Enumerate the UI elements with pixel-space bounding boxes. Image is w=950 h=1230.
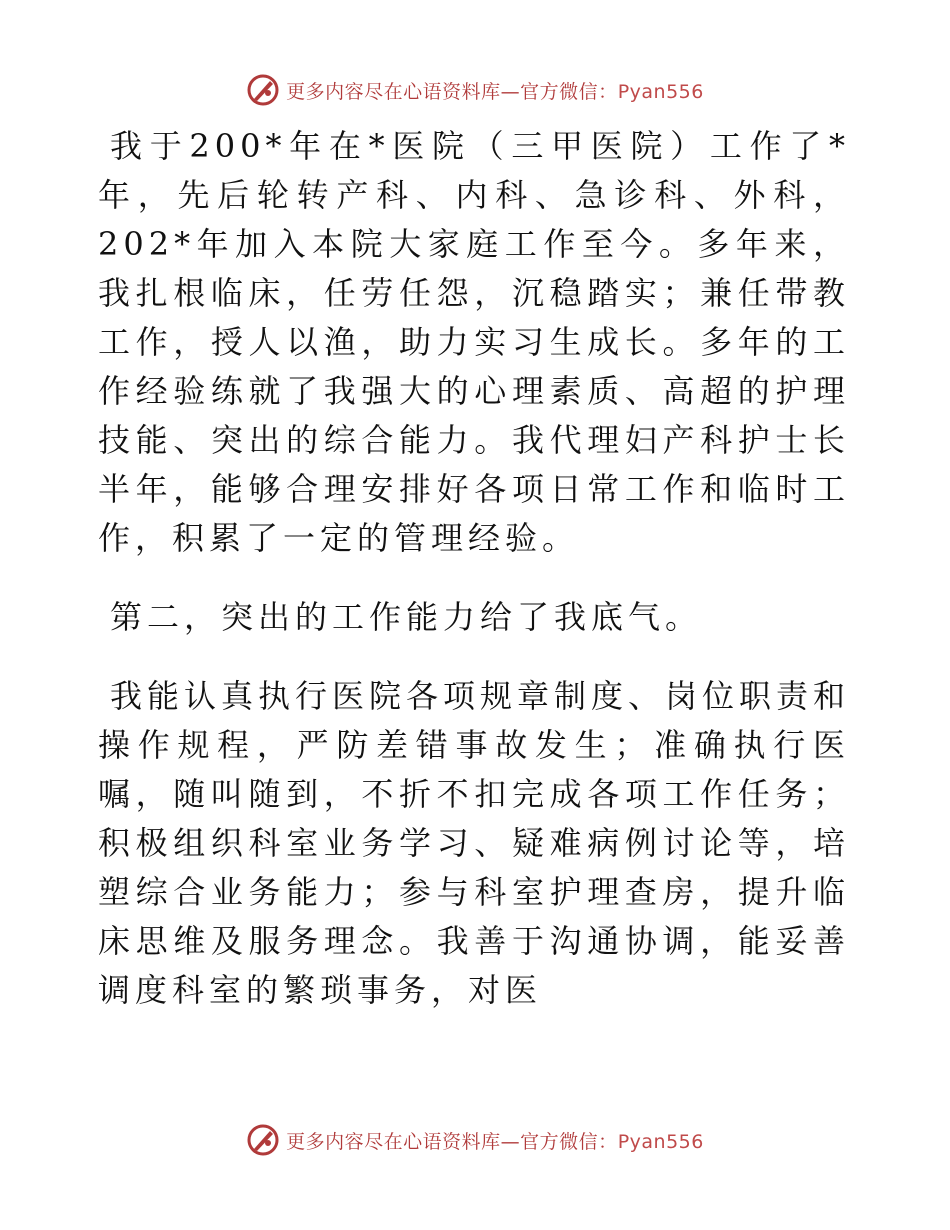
document-body bbox=[98, 122, 850, 1015]
footer-banner bbox=[0, 1120, 950, 1160]
paragraph-3: 我能认真执行医院各项规章制度、岗位职责和操作规程，严防差错事故发生；准确执行医嘱，随叫随到，不折不扣完成各项工作任务；积极组织科室业务学习、疑难病例讨论等，培塑综合业务能力；参与科室护理查房，提升临床思维及服务理念。我善于沟通协调，能妥善调度科室的繁琐事务，对医 bbox=[98, 677, 851, 1009]
footer-banner-handle: Pyan556 bbox=[617, 1130, 704, 1153]
header-banner-separator: — bbox=[500, 80, 521, 103]
footer-banner-label: 官方微信： bbox=[520, 1130, 618, 1153]
quill-logo-icon bbox=[246, 1123, 280, 1157]
header-banner-slogan: 更多内容尽在心语资料库 bbox=[286, 80, 501, 103]
header-banner-text bbox=[286, 77, 704, 104]
footer-banner-text bbox=[286, 1127, 704, 1154]
header-banner bbox=[0, 70, 950, 110]
paragraph-2: 第二，突出的工作能力给了我底气。 bbox=[110, 598, 703, 636]
footer-banner-slogan: 更多内容尽在心语资料库 bbox=[286, 1130, 501, 1153]
header-banner-label: 官方微信： bbox=[520, 80, 618, 103]
header-banner-handle: Pyan556 bbox=[617, 80, 704, 103]
footer-banner-separator: — bbox=[500, 1130, 521, 1153]
quill-logo-icon bbox=[246, 73, 280, 107]
paragraph-1: 我于200*年在*医院（三甲医院）工作了*年，先后轮转产科、内科、急诊科、外科，202*年加入本院大家庭工作至今。多年来，我扎根临床，任劳任怨，沉稳踏实；兼任带教工作，授人以渔，助力实习生成长。多年的工作经验练就了我强大的心理素质、高超的护理技能、突出的综合能力。我代理妇产科护士长半年，能够合理安排好各项日常工作和临时工作，积累了一定的管理经验。 bbox=[98, 127, 850, 557]
